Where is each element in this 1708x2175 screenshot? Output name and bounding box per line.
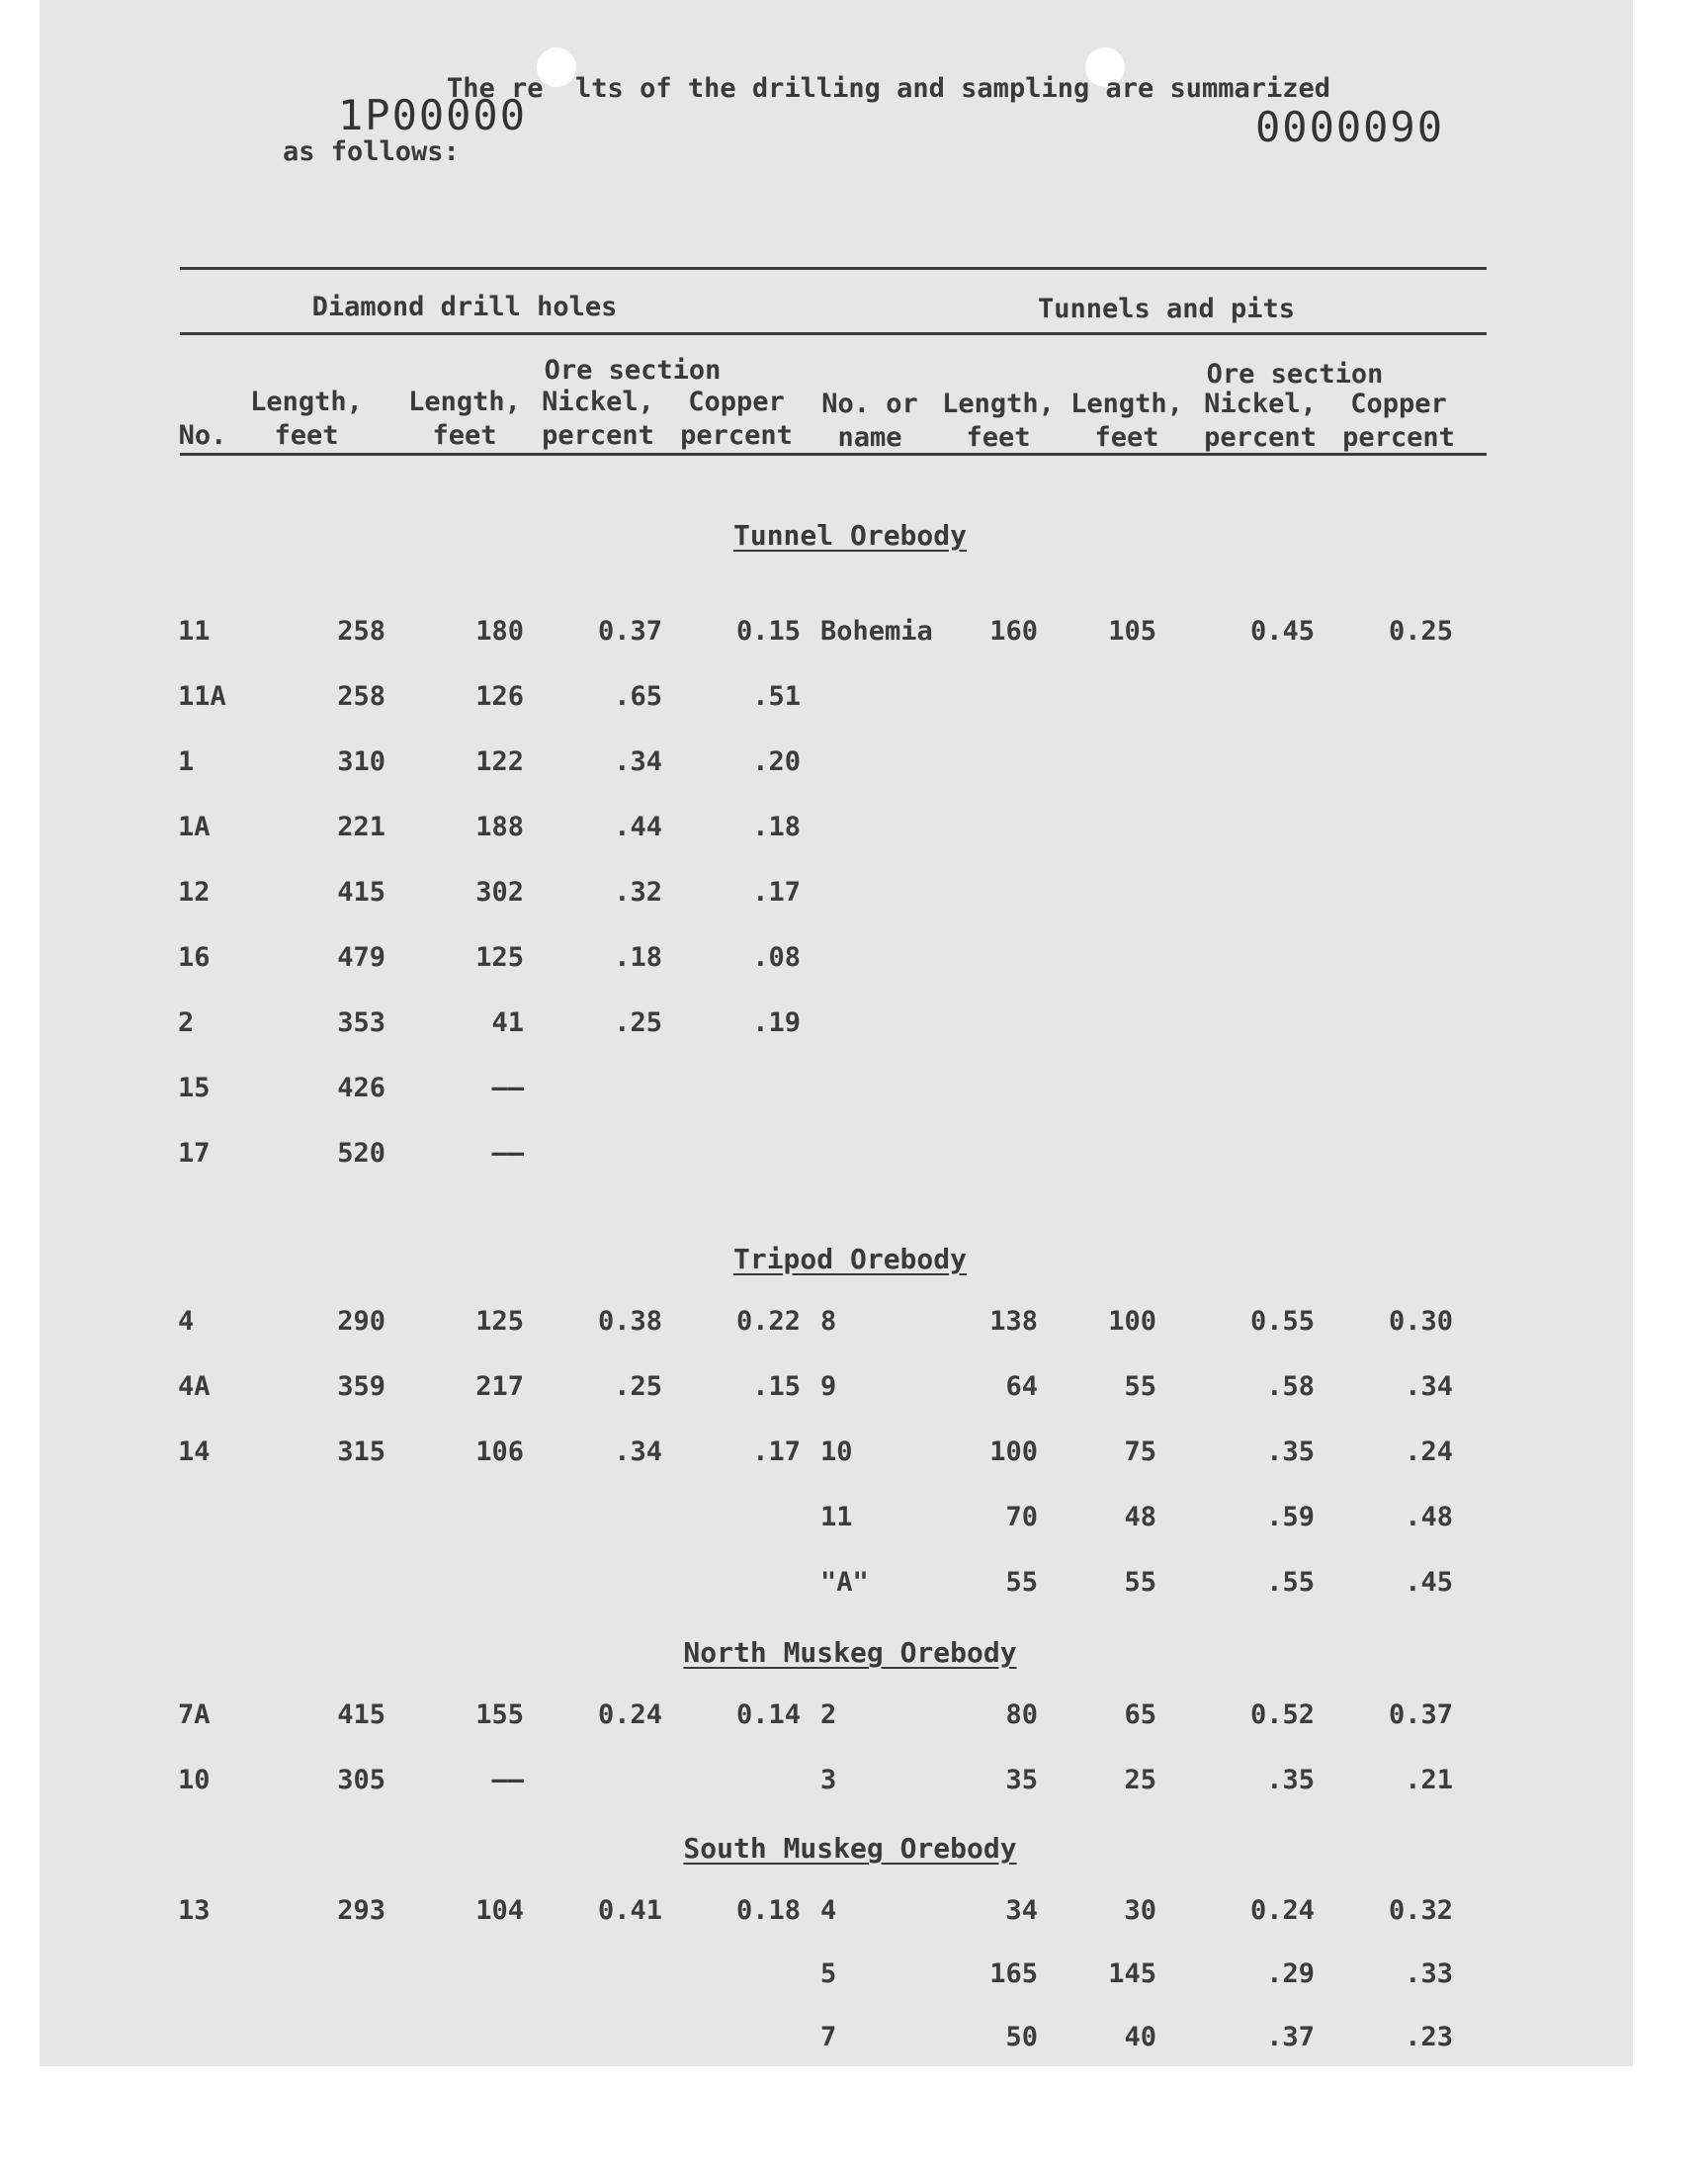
table-row [40,941,1633,975]
cell-length: 415 [337,877,385,908]
column-header-length: Length, [250,387,363,417]
cell-length: 359 [337,1371,385,1402]
column-header-name-unit: name [837,422,902,453]
cell-tunnel-ore-length: 75 [1124,1436,1156,1467]
cell-length: 520 [337,1138,385,1169]
table-row [40,2021,1633,2054]
cell-tunnel-copper: .48 [1405,1502,1453,1532]
column-header-copper-unit: percent [680,420,793,451]
cell-nickel: .25 [614,1371,662,1402]
cell-ore-length: —— [491,1138,524,1169]
cell-tunnel-length: 165 [989,1958,1038,1989]
table-row [40,680,1633,714]
document-stamp-right: 0000090 [1255,103,1445,151]
cell-tunnel-length: 160 [989,616,1038,647]
group-header-diamond-drill-holes: Diamond drill holes [311,292,618,322]
cell-tunnel-length: 138 [989,1306,1038,1337]
cell-ore-length: 41 [491,1007,524,1038]
cell-ore-length: 104 [475,1895,524,1926]
cell-tunnel-name: 11 [820,1502,853,1532]
intro-line-2: as follows: [283,136,460,167]
table-top-rule [180,267,1487,270]
cell-tunnel-length: 50 [1005,2022,1038,2052]
table-row [40,1501,1633,1534]
cell-length: 310 [337,746,385,777]
column-header-copper: Copper [688,387,785,417]
cell-tunnel-name: "A" [820,1567,869,1598]
cell-tunnel-copper: 0.25 [1388,616,1453,647]
cell-nickel: .34 [614,1436,662,1467]
cell-copper: .08 [752,942,801,973]
cell-tunnel-name: 2 [820,1699,837,1730]
table-row [40,1764,1633,1797]
group-header-rule [180,332,1487,335]
cell-no: 15 [178,1073,211,1103]
cell-no: 4 [178,1306,195,1337]
cell-copper: 0.15 [735,616,801,647]
cell-tunnel-length: 100 [989,1436,1038,1467]
cell-tunnel-length: 35 [1005,1765,1038,1795]
cell-ore-length: —— [491,1073,524,1103]
cell-ore-length: 122 [475,746,524,777]
cell-nickel: 0.37 [597,616,662,647]
cell-no: 16 [178,942,211,973]
cell-tunnel-copper: .45 [1405,1567,1453,1598]
cell-length: 415 [337,1699,385,1730]
cell-no: 1 [178,746,195,777]
cell-tunnel-copper: .33 [1405,1958,1453,1989]
cell-tunnel-ore-length: 105 [1108,616,1156,647]
cell-ore-length: 106 [475,1436,524,1467]
cell-length: 290 [337,1306,385,1337]
cell-nickel: .18 [614,942,662,973]
cell-nickel: 0.41 [597,1895,662,1926]
cell-length: 305 [337,1765,385,1795]
cell-length: 258 [337,616,385,647]
cell-nickel: .25 [614,1007,662,1038]
cell-tunnel-copper: .21 [1405,1765,1453,1795]
cell-ore-length: 188 [475,812,524,842]
column-header-tunnel-copper-unit: percent [1342,422,1455,453]
cell-tunnel-copper: .24 [1405,1436,1453,1467]
cell-ore-length: 125 [475,1306,524,1337]
cell-tunnel-nickel: .35 [1266,1436,1315,1467]
ore-section-header-right: Ore section [1206,359,1384,390]
cell-tunnel-length: 55 [1005,1567,1038,1598]
cell-nickel: .32 [614,877,662,908]
cell-no: 11 [178,616,211,647]
table-row [40,1305,1633,1339]
cell-tunnel-name: 10 [820,1436,853,1467]
cell-tunnel-name: 7 [820,2022,837,2052]
group-header-tunnels-and-pits: Tunnels and pits [1037,294,1296,324]
column-header-length-unit: feet [274,420,339,451]
cell-tunnel-length: 64 [1005,1371,1038,1402]
column-header-name: No. or [821,389,918,419]
cell-tunnel-copper: .34 [1405,1371,1453,1402]
cell-copper: 0.22 [735,1306,801,1337]
cell-ore-length: —— [491,1765,524,1795]
table-row [40,1566,1633,1600]
column-header-tunnel-ore-length: Length, [1070,389,1183,419]
ore-section-header-left: Ore section [544,355,722,386]
cell-tunnel-ore-length: 55 [1124,1371,1156,1402]
column-header-tunnel-nickel-unit: percent [1204,422,1317,453]
column-header-tunnel-ore-length-unit: feet [1094,422,1159,453]
cell-tunnel-length: 34 [1005,1895,1038,1926]
column-header-nickel: Nickel, [542,387,654,417]
table-row [40,1698,1633,1732]
cell-tunnel-ore-length: 145 [1108,1958,1156,1989]
column-header-rule [180,453,1487,456]
section-title: South Muskeg Orebody [683,1832,1017,1865]
table-row [40,1137,1633,1171]
cell-nickel: .34 [614,746,662,777]
column-header-tunnel-length-unit: feet [966,422,1031,453]
cell-tunnel-nickel: .59 [1266,1502,1315,1532]
cell-nickel: 0.24 [597,1699,662,1730]
cell-tunnel-copper: 0.37 [1388,1699,1453,1730]
column-header-nickel-unit: percent [542,420,654,451]
column-header-tunnel-length: Length, [942,389,1055,419]
table-row [40,745,1633,779]
cell-length: 353 [337,1007,385,1038]
cell-tunnel-nickel: 0.55 [1249,1306,1315,1337]
cell-tunnel-name: 9 [820,1371,837,1402]
cell-tunnel-nickel: .37 [1266,2022,1315,2052]
section-title: North Muskeg Orebody [683,1636,1017,1669]
table-row [40,1370,1633,1404]
cell-no: 7A [178,1699,211,1730]
table-row [40,1894,1633,1928]
cell-copper: .19 [752,1007,801,1038]
cell-tunnel-copper: 0.30 [1388,1306,1453,1337]
cell-tunnel-name: 5 [820,1958,837,1989]
column-header-no: No. [178,420,227,451]
cell-tunnel-nickel: .35 [1266,1765,1315,1795]
cell-tunnel-ore-length: 40 [1124,2022,1156,2052]
cell-length: 293 [337,1895,385,1926]
cell-tunnel-name: 8 [820,1306,837,1337]
table-row [40,615,1633,649]
cell-copper: .51 [752,681,801,712]
table-row [40,1958,1633,1991]
cell-ore-length: 125 [475,942,524,973]
section-title: Tunnel Orebody [732,519,967,552]
cell-tunnel-copper: 0.32 [1388,1895,1453,1926]
cell-tunnel-ore-length: 65 [1124,1699,1156,1730]
column-header-tunnel-nickel: Nickel, [1204,389,1317,419]
table-row [40,1072,1633,1105]
cell-length: 258 [337,681,385,712]
cell-no: 12 [178,877,211,908]
section-title: Tripod Orebody [732,1243,967,1275]
cell-copper: .20 [752,746,801,777]
cell-tunnel-ore-length: 55 [1124,1567,1156,1598]
cell-copper: .17 [752,1436,801,1467]
cell-tunnel-ore-length: 25 [1124,1765,1156,1795]
cell-copper: .15 [752,1371,801,1402]
cell-no: 2 [178,1007,195,1038]
cell-tunnel-nickel: 0.45 [1249,616,1315,647]
cell-tunnel-nickel: 0.52 [1249,1699,1315,1730]
cell-ore-length: 217 [475,1371,524,1402]
column-header-ore-length: Length, [408,387,521,417]
cell-tunnel-length: 80 [1005,1699,1038,1730]
table-row [40,811,1633,844]
cell-nickel: .44 [614,812,662,842]
cell-nickel: .65 [614,681,662,712]
cell-tunnel-length: 70 [1005,1502,1038,1532]
intro-line-1: The re lts of the drilling and sampling are summarized [447,73,1331,104]
cell-tunnel-name: 3 [820,1765,837,1795]
cell-tunnel-copper: .23 [1405,2022,1453,2052]
cell-tunnel-name: Bohemia [820,616,933,647]
document-page [40,0,1633,2066]
column-header-ore-length-unit: feet [432,420,497,451]
cell-no: 17 [178,1138,211,1169]
cell-ore-length: 302 [475,877,524,908]
cell-nickel: 0.38 [597,1306,662,1337]
cell-copper: 0.18 [735,1895,801,1926]
cell-no: 1A [178,812,211,842]
cell-tunnel-ore-length: 30 [1124,1895,1156,1926]
cell-copper: .17 [752,877,801,908]
cell-copper: .18 [752,812,801,842]
cell-length: 479 [337,942,385,973]
cell-tunnel-nickel: .55 [1266,1567,1315,1598]
cell-tunnel-nickel: .58 [1266,1371,1315,1402]
cell-no: 14 [178,1436,211,1467]
cell-ore-length: 126 [475,681,524,712]
cell-tunnel-nickel: 0.24 [1249,1895,1315,1926]
cell-no: 13 [178,1895,211,1926]
cell-length: 315 [337,1436,385,1467]
cell-tunnel-name: 4 [820,1895,837,1926]
cell-copper: 0.14 [735,1699,801,1730]
table-row [40,1006,1633,1040]
table-row [40,876,1633,910]
table-row [40,1436,1633,1469]
cell-no: 10 [178,1765,211,1795]
cell-no: 4A [178,1371,211,1402]
cell-length: 221 [337,812,385,842]
cell-tunnel-ore-length: 48 [1124,1502,1156,1532]
cell-ore-length: 180 [475,616,524,647]
cell-tunnel-nickel: .29 [1266,1958,1315,1989]
cell-no: 11A [178,681,226,712]
column-header-tunnel-copper: Copper [1350,389,1447,419]
cell-length: 426 [337,1073,385,1103]
cell-tunnel-ore-length: 100 [1108,1306,1156,1337]
cell-ore-length: 155 [475,1699,524,1730]
document-stamp-left: 1P00000 [338,91,528,139]
